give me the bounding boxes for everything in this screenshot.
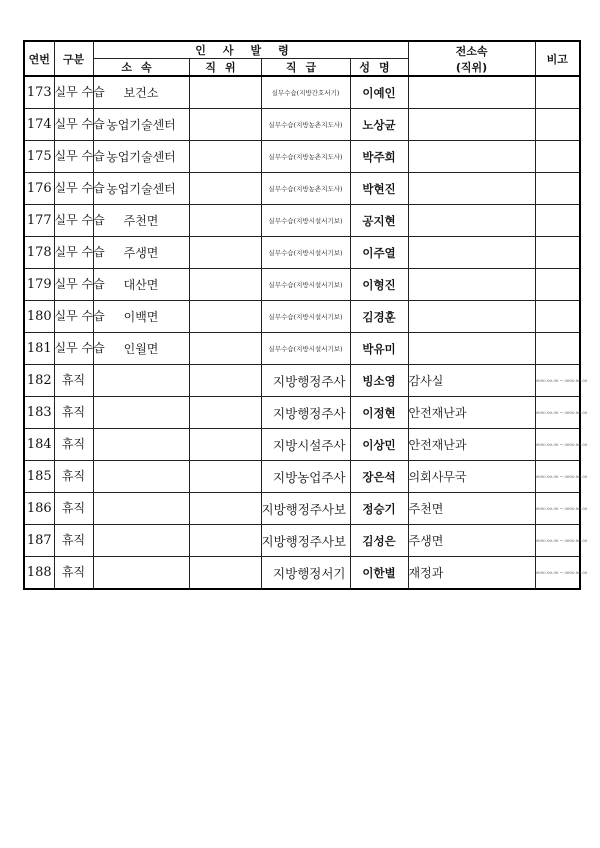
- cell-seq: 178: [24, 237, 54, 269]
- table-row: [24, 557, 580, 590]
- cell-position: [189, 141, 261, 173]
- cell-grade: 실무수습(지방농촌지도사): [261, 173, 350, 205]
- cell-unit: [93, 429, 189, 461]
- cell-seq: 177: [24, 205, 54, 237]
- cell-note: [535, 109, 580, 141]
- cell-position: [189, 429, 261, 461]
- cell-seq: 188: [24, 557, 54, 590]
- cell-position: [189, 109, 261, 141]
- cell-unit: 주천면: [93, 205, 189, 237]
- cell-unit: [93, 461, 189, 493]
- cell-previous-unit: 안전재난과: [408, 429, 535, 461]
- cell-note: 0000.00.00 ~ 0000.00.00: [535, 461, 580, 493]
- table-row: [24, 493, 580, 525]
- cell-unit: [93, 365, 189, 397]
- cell-category: 실무 수습: [54, 109, 93, 141]
- cell-category: 휴직: [54, 557, 93, 590]
- cell-grade: 실무수습(지방농촌지도사): [261, 141, 350, 173]
- cell-previous-unit: [408, 333, 535, 365]
- table-body: [24, 76, 588, 589]
- cell-unit: [93, 525, 189, 557]
- cell-unit: 이백면: [93, 301, 189, 333]
- cell-note: [535, 205, 580, 237]
- cell-note: [535, 141, 580, 173]
- cell-grade: 지방행정주사보: [261, 493, 350, 525]
- cell-previous-unit: 재정과: [408, 557, 535, 590]
- cell-category: 휴직: [54, 493, 93, 525]
- cell-seq: 173: [24, 76, 54, 109]
- cell-position: [189, 461, 261, 493]
- cell-seq: 187: [24, 525, 54, 557]
- cell-category: 휴직: [54, 365, 93, 397]
- cell-note: 0000.00.00 ~ 0000.00.00: [535, 365, 580, 397]
- cell-category: 실무 수습: [54, 205, 93, 237]
- header-unit: 소속: [93, 59, 189, 77]
- cell-previous-unit: 감사실: [408, 365, 535, 397]
- cell-note: [535, 301, 580, 333]
- cell-grade: 실무수습(지방농촌지도사): [261, 109, 350, 141]
- cell-seq: 176: [24, 173, 54, 205]
- cell-unit: 인월면: [93, 333, 189, 365]
- cell-position: [189, 493, 261, 525]
- cell-name: 장은석: [350, 461, 408, 493]
- table-row: [24, 525, 580, 557]
- cell-seq: 181: [24, 333, 54, 365]
- cell-name: 이예인: [350, 76, 408, 109]
- cell-previous-unit: 안전재난과: [408, 397, 535, 429]
- table-row: [24, 333, 580, 365]
- cell-seq: 179: [24, 269, 54, 301]
- header-grade: 직급: [261, 59, 350, 77]
- cell-unit: 주생면: [93, 237, 189, 269]
- cell-category: 휴직: [54, 461, 93, 493]
- cell-category: 휴직: [54, 429, 93, 461]
- cell-previous-unit: [408, 173, 535, 205]
- table-row: [24, 109, 580, 141]
- header-name: 성명: [350, 59, 408, 77]
- cell-name: 이정현: [350, 397, 408, 429]
- cell-unit: [93, 493, 189, 525]
- cell-name: 공지현: [350, 205, 408, 237]
- cell-name: 이주열: [350, 237, 408, 269]
- cell-position: [189, 269, 261, 301]
- cell-name: 이상민: [350, 429, 408, 461]
- cell-position: [189, 525, 261, 557]
- header-previous-unit-line1: 전소속: [455, 44, 488, 58]
- cell-note: [535, 269, 580, 301]
- table-row: [24, 397, 580, 429]
- header-appointment: 인사발령: [93, 41, 408, 59]
- cell-name: 정승기: [350, 493, 408, 525]
- cell-category: 실무 수습: [54, 237, 93, 269]
- cell-seq: 185: [24, 461, 54, 493]
- cell-seq: 180: [24, 301, 54, 333]
- cell-unit: 농업기술센터: [93, 173, 189, 205]
- cell-category: 실무 수습: [54, 76, 93, 109]
- cell-category: 휴직: [54, 397, 93, 429]
- cell-position: [189, 301, 261, 333]
- cell-grade: 지방행정주사: [261, 365, 350, 397]
- cell-note: 0000.00.00 ~ 0000.00.00: [535, 429, 580, 461]
- cell-name: 김경훈: [350, 301, 408, 333]
- cell-previous-unit: [408, 205, 535, 237]
- cell-previous-unit: [408, 76, 535, 109]
- cell-previous-unit: [408, 269, 535, 301]
- cell-note: [535, 237, 580, 269]
- header-note: 비고: [535, 41, 580, 76]
- cell-grade: 실무수습(지방시설서기보): [261, 269, 350, 301]
- header-position: 직위: [189, 59, 261, 77]
- cell-note: 0000.00.00 ~ 0000.00.00: [535, 493, 580, 525]
- cell-seq: 183: [24, 397, 54, 429]
- table-header: [24, 41, 580, 76]
- table-row: [24, 269, 580, 301]
- cell-previous-unit: 의회사무국: [408, 461, 535, 493]
- cell-position: [189, 173, 261, 205]
- cell-name: 김성은: [350, 525, 408, 557]
- cell-seq: 186: [24, 493, 54, 525]
- header-category: 구분: [54, 41, 93, 76]
- cell-unit: 농업기술센터: [93, 141, 189, 173]
- header-seq: 연번: [24, 41, 54, 76]
- cell-position: [189, 76, 261, 109]
- cell-category: 실무 수습: [54, 333, 93, 365]
- cell-position: [189, 237, 261, 269]
- cell-previous-unit: [408, 109, 535, 141]
- cell-note: 0000.00.00 ~ 0000.00.00: [535, 397, 580, 429]
- cell-note: 0000.00.00 ~ 0000.00.00: [535, 557, 580, 590]
- cell-seq: 174: [24, 109, 54, 141]
- cell-name: 빙소영: [350, 365, 408, 397]
- cell-previous-unit: [408, 237, 535, 269]
- cell-name: 박주희: [350, 141, 408, 173]
- cell-note: [535, 173, 580, 205]
- cell-unit: 농업기술센터: [93, 109, 189, 141]
- cell-category: 휴직: [54, 525, 93, 557]
- cell-name: 노상균: [350, 109, 408, 141]
- cell-previous-unit: 주천면: [408, 493, 535, 525]
- cell-name: 이형진: [350, 269, 408, 301]
- table-row: [24, 461, 580, 493]
- cell-note: [535, 333, 580, 365]
- cell-unit: 보건소: [93, 76, 189, 109]
- cell-grade: 실무수습(지방간호서기): [261, 76, 350, 109]
- cell-position: [189, 397, 261, 429]
- cell-grade: 실무수습(지방시설서기보): [261, 333, 350, 365]
- cell-grade: 지방농업주사: [261, 461, 350, 493]
- cell-note: [535, 76, 580, 109]
- table-row: [24, 173, 580, 205]
- cell-name: 박현진: [350, 173, 408, 205]
- cell-grade: 지방행정서기: [261, 557, 350, 590]
- cell-category: 실무 수습: [54, 141, 93, 173]
- cell-position: [189, 557, 261, 590]
- cell-unit: [93, 557, 189, 590]
- table-row: [24, 365, 580, 397]
- header-previous-unit: [408, 41, 535, 76]
- cell-grade: 지방행정주사: [261, 397, 350, 429]
- header-previous-unit-line2: (직위): [455, 60, 488, 74]
- table-row: [24, 301, 580, 333]
- cell-seq: 175: [24, 141, 54, 173]
- cell-unit: 대산면: [93, 269, 189, 301]
- cell-position: [189, 205, 261, 237]
- table-row: [24, 237, 580, 269]
- cell-grade: 지방행정주사보: [261, 525, 350, 557]
- cell-grade: 지방시설주사: [261, 429, 350, 461]
- table-row: [24, 429, 580, 461]
- cell-name: 박유미: [350, 333, 408, 365]
- personnel-appointment-table: [23, 40, 588, 590]
- cell-name: 이한별: [350, 557, 408, 590]
- cell-position: [189, 333, 261, 365]
- cell-seq: 182: [24, 365, 54, 397]
- cell-previous-unit: 주생면: [408, 525, 535, 557]
- table-row: [24, 141, 580, 173]
- cell-grade: 실무수습(지방시설서기보): [261, 301, 350, 333]
- cell-category: 실무 수습: [54, 301, 93, 333]
- table-row: [24, 205, 580, 237]
- cell-previous-unit: [408, 141, 535, 173]
- cell-unit: [93, 397, 189, 429]
- cell-position: [189, 365, 261, 397]
- cell-note: 0000.00.00 ~ 0000.00.00: [535, 525, 580, 557]
- cell-category: 실무 수습: [54, 269, 93, 301]
- cell-previous-unit: [408, 301, 535, 333]
- cell-grade: 실무수습(지방시설서기보): [261, 237, 350, 269]
- cell-seq: 184: [24, 429, 54, 461]
- cell-category: 실무 수습: [54, 173, 93, 205]
- cell-grade: 실무수습(지방시설서기보): [261, 205, 350, 237]
- table-row: [24, 76, 580, 109]
